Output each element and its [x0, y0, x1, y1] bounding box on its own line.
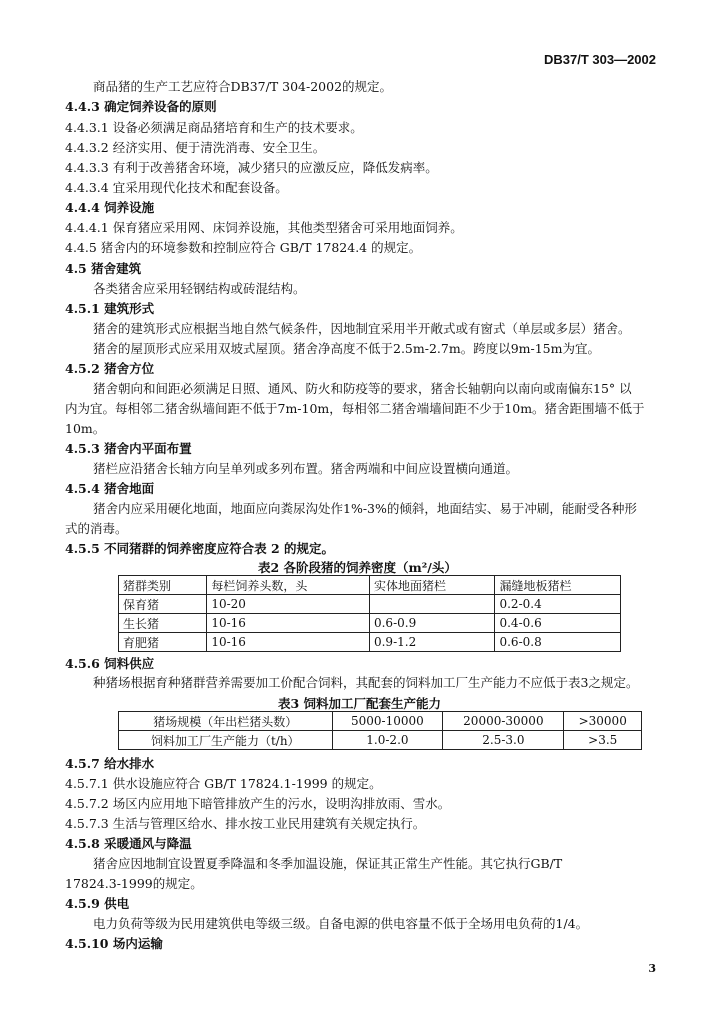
table-row: [119, 614, 621, 633]
clause-line: 4.4.3.2 经济实用、便于清洗消毒、安全卫生。: [65, 140, 326, 155]
table-cell: 猪场规模（年出栏猪头数）: [119, 712, 333, 731]
page-number: 3: [648, 962, 656, 975]
table-cell: 实体地面猪栏: [369, 576, 495, 595]
body-line: 式的消毒。: [65, 521, 128, 536]
body-line: 17824.3-1999的规定。: [65, 876, 203, 891]
body-line: 内为宜。每相邻二猪舍纵墙间距不低于7m-10m，每相邻二猪舍端墙间距不少于10m。猪舍距围墙不低于: [65, 401, 645, 416]
table-row: [119, 731, 642, 750]
table-cell: 10-16: [207, 633, 370, 652]
table-cell: 2.5-3.0: [443, 731, 564, 750]
table3-caption: 表3 饲料加工厂配套生产能力: [278, 696, 442, 711]
clause-line: 4.4.3.4 宜采用现代化技术和配套设备。: [65, 180, 288, 195]
table-header-row: [119, 576, 621, 595]
table-row: [119, 633, 621, 652]
section-heading: 4.4.4 饲养设施: [65, 200, 155, 215]
clause-line: 4.4.3.1 设备必须满足商品猪培育和生产的技术要求。: [65, 120, 363, 135]
body-line: 猪栏应沿猪舍长轴方向呈单列或多列布置。猪舍两端和中间应设置横向通道。: [93, 461, 519, 476]
body-line: 10m。: [65, 421, 106, 436]
body-line: 猪舍应因地制宜设置夏季降温和冬季加温设施，保证其正常生产性能。其它执行GB/T: [93, 856, 563, 871]
table-cell: 每栏饲养头数，头: [207, 576, 370, 595]
table-cell: 育肥猪: [119, 633, 207, 652]
table-cell: 饲料加工厂生产能力（t/h）: [119, 731, 333, 750]
table-cell: 0.4-0.6: [495, 614, 621, 633]
section-heading: 4.5.8 采暖通风与降温: [65, 836, 192, 851]
section-heading: 4.5.4 猪舍地面: [65, 481, 155, 496]
body-line: 猪舍的建筑形式应根据当地自然气候条件，因地制宜采用半开敞式或有窗式（单层或多层）猪舍。: [93, 321, 631, 336]
table3: [118, 711, 642, 750]
table-cell: 0.2-0.4: [495, 595, 621, 614]
clause-line: 4.4.4.1 保育猪应采用网、床饲养设施，其他类型猪舍可采用地面饲养。: [65, 220, 463, 235]
body-line: 猪舍的屋顶形式应采用双坡式屋顶。猪舍净高度不低于2.5m-2.7m。跨度以9m-15m为宜。: [93, 341, 600, 356]
table-cell: [369, 595, 495, 614]
section-heading: 4.5.10 场内运输: [65, 936, 163, 951]
table-cell: 0.6-0.9: [369, 614, 495, 633]
section-heading: 4.5.7 给水排水: [65, 756, 155, 771]
table-cell: 0.6-0.8: [495, 633, 621, 652]
table-cell: 1.0-2.0: [332, 731, 443, 750]
clause-line: 4.5.7.1 供水设施应符合 GB/T 17824.1-1999 的规定。: [65, 776, 382, 791]
table-cell: 10-16: [207, 614, 370, 633]
standard-number: DB37/T 303—2002: [543, 52, 656, 67]
table-cell: 猪群类别: [119, 576, 207, 595]
section-heading: 4.5 猪舍建筑: [65, 261, 142, 276]
clause-line: 4.4.5 猪舍内的环境参数和控制应符合 GB/T 17824.4 的规定。: [65, 240, 422, 255]
table-cell: 漏缝地板猪栏: [495, 576, 621, 595]
body-line: 猪舍内应采用硬化地面，地面应向粪尿沟处作1%-3%的倾斜，地面结实、易于冲刷，能耐受各种形: [93, 501, 637, 516]
body-line: 电力负荷等级为民用建筑供电等级三级。自备电源的供电容量不低于全场用电负荷的1/4。: [93, 916, 589, 931]
body-line: 商品猪的生产工艺应符合DB37/T 304-2002的规定。: [93, 79, 393, 94]
table-cell: 保育猪: [119, 595, 207, 614]
section-heading: 4.5.1 建筑形式: [65, 301, 155, 316]
table-row: [119, 595, 621, 614]
table-row: [119, 712, 642, 731]
table-cell: >3.5: [564, 731, 642, 750]
table-cell: 10-20: [207, 595, 370, 614]
body-line: 种猪场根据育种猪群营养需要加工价配合饲料，其配套的饲料加工厂生产能力不应低于表3之规定。: [93, 675, 639, 690]
table-cell: 生长猪: [119, 614, 207, 633]
table-cell: 0.9-1.2: [369, 633, 495, 652]
clause-line: 4.5.7.3 生活与管理区给水、排水按工业民用建筑有关规定执行。: [65, 816, 426, 831]
clause-line: 4.4.3.3 有利于改善猪舍环境，减少猪只的应激反应，降低发病率。: [65, 160, 438, 175]
table2-caption: 表2 各阶段猪的饲养密度（m²/头）: [258, 560, 457, 575]
table-cell: 20000-30000: [443, 712, 564, 731]
body-line: 猪舍朝向和间距必须满足日照、通风、防火和防疫等的要求，猪舍长轴朝向以南向或南偏东15° 以: [93, 381, 632, 396]
section-heading: 4.5.5 不同猪群的饲养密度应符合表 2 的规定。: [65, 541, 335, 556]
section-heading: 4.4.3 确定饲养设备的原则: [65, 99, 217, 114]
clause-line: 4.5.7.2 场区内应用地下暗管排放产生的污水，设明沟排放雨、雪水。: [65, 796, 451, 811]
section-heading: 4.5.3 猪舍内平面布置: [65, 441, 192, 456]
table2: [118, 575, 621, 652]
body-line: 各类猪舍应采用轻钢结构或砖混结构。: [93, 281, 306, 296]
section-heading: 4.5.2 猪舍方位: [65, 361, 155, 376]
section-heading: 4.5.9 供电: [65, 896, 130, 911]
section-heading: 4.5.6 饲料供应: [65, 656, 155, 671]
table-cell: 5000-10000: [332, 712, 443, 731]
table-cell: >30000: [564, 712, 642, 731]
